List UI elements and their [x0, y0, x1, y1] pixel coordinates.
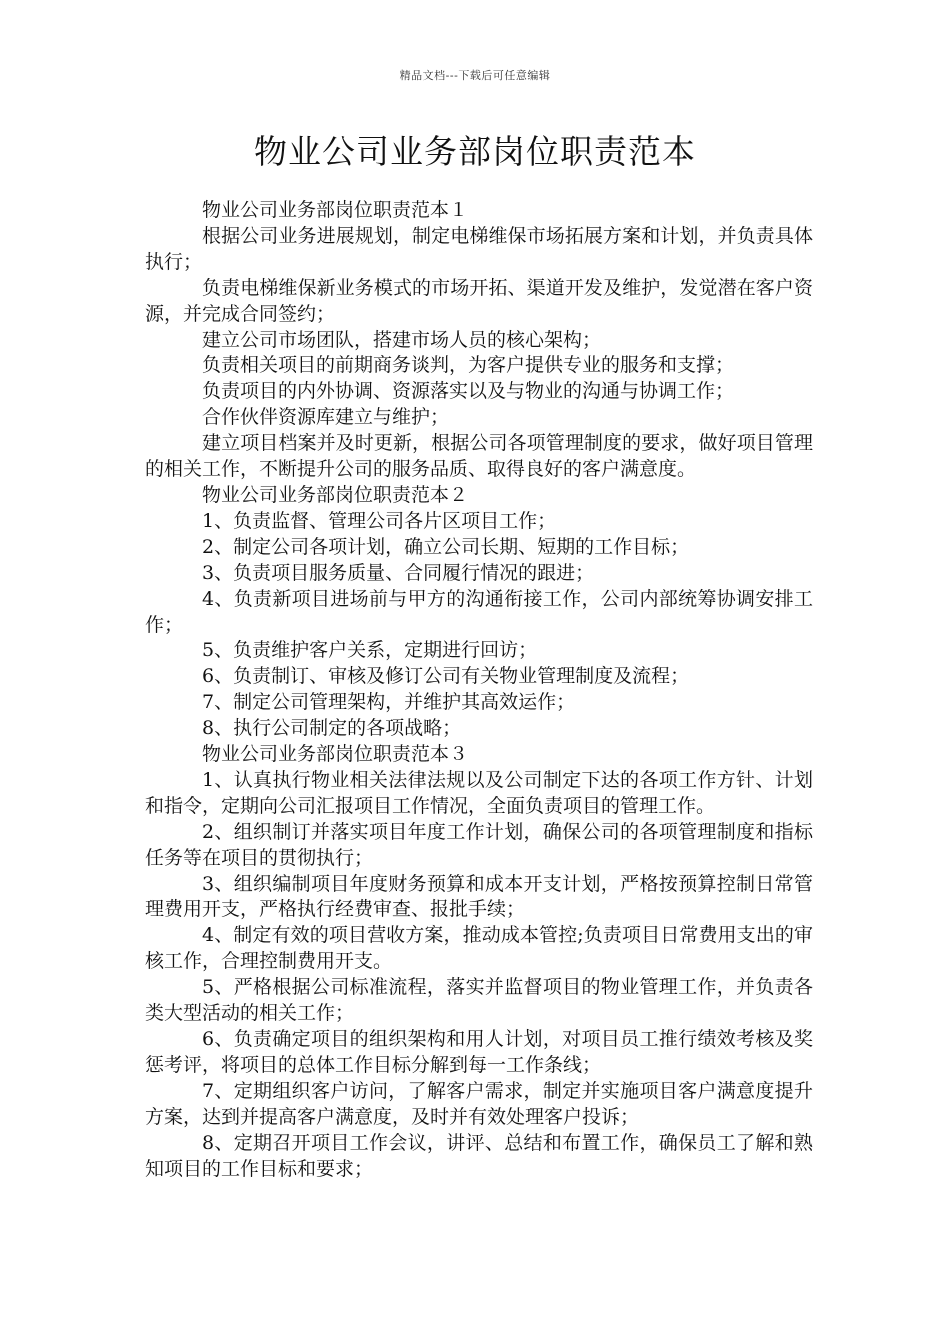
section-heading: 物业公司业务部岗位职责范本１ [202, 199, 469, 221]
paragraph: 2、组织制订并落实项目年度工作计划，确保公司的各项管理制度和指标任务等在项目的贯彻执行； [145, 820, 813, 869]
paragraph: 7、定期组织客户访问，了解客户需求，制定并实施项目客户满意度提升方案，达到并提高客户满意度，及时并有效处理客户投诉； [145, 1079, 813, 1128]
paragraph: 3、负责项目服务质量、合同履行情况的跟进； [202, 561, 595, 584]
section-heading: 物业公司业务部岗位职责范本２ [202, 483, 469, 506]
paragraph: 建立公司市场团队，搭建市场人员的核心架构； [202, 328, 602, 351]
paragraph: 4、制定有效的项目营收方案，推动成本管控;负责项目日常费用支出的审核工作，合理控制费用开支。 [145, 924, 813, 973]
page-title: 物业公司业务部岗位职责范本 [254, 132, 696, 171]
header-note: 精品文档---下载后可任意编辑 [399, 69, 551, 82]
paragraph: 负责电梯维保新业务模式的市场开拓、渠道开发及维护，发觉潜在客户资源，并完成合同签约； [145, 276, 813, 325]
paragraph: 2、制定公司各项计划，确立公司长期、短期的工作目标； [202, 535, 690, 558]
paragraph: 7、制定公司管理架构，并维护其高效运作； [202, 691, 576, 714]
paragraph: 1、认真执行物业相关法律法规以及公司制定下达的各项工作方针、计划和指令，定期向公司汇报项目工作情况，全面负责项目的管理工作。 [145, 768, 813, 817]
paragraph: 6、负责确定项目的组织架构和用人计划，对项目员工推行绩效考核及奖惩考评，将项目的总体工作目标分解到每一工作条线； [145, 1028, 813, 1076]
paragraph: 负责相关项目的前期商务谈判，为客户提供专业的服务和支撑； [202, 354, 735, 377]
paragraph: 5、严格根据公司标准流程，落实并监督项目的物业管理工作，并负责各类大型活动的相关工作； [145, 976, 813, 1025]
paragraph: 8、定期召开项目工作会议，讲评、总结和布置工作，确保员工了解和熟知项目的工作目标和要求； [145, 1131, 813, 1180]
paragraph: 5、负责维护客户关系，定期进行回访； [202, 639, 538, 662]
paragraph: 4、负责新项目进场前与甲方的沟通衔接工作，公司内部统筹协调安排工作； [145, 587, 813, 636]
paragraph: 8、执行公司制定的各项战略； [202, 717, 462, 740]
paragraph: 根据公司业务进展规划，制定电梯维保市场拓展方案和计划，并负责具体执行； [145, 224, 813, 273]
section-heading: 物业公司业务部岗位职责范本３ [202, 743, 469, 766]
paragraph: 建立项目档案并及时更新，根据公司各项管理制度的要求，做好项目管理的相关工作，不断提升公司的服务品质、取得良好的客户满意度。 [145, 432, 813, 481]
document-body [145, 198, 813, 1182]
paragraph: 负责项目的内外协调、资源落实以及与物业的沟通与协调工作； [202, 380, 735, 403]
paragraph: 1、负责监督、管理公司各片区项目工作； [202, 509, 557, 532]
paragraph: 6、负责制订、审核及修订公司有关物业管理制度及流程； [202, 665, 690, 688]
paragraph: 合作伙伴资源库建立与维护； [202, 406, 450, 429]
paragraph: 3、组织编制项目年度财务预算和成本开支计划，严格按预算控制日常管理费用开支，严格执行经费审查、报批手续； [145, 872, 813, 921]
